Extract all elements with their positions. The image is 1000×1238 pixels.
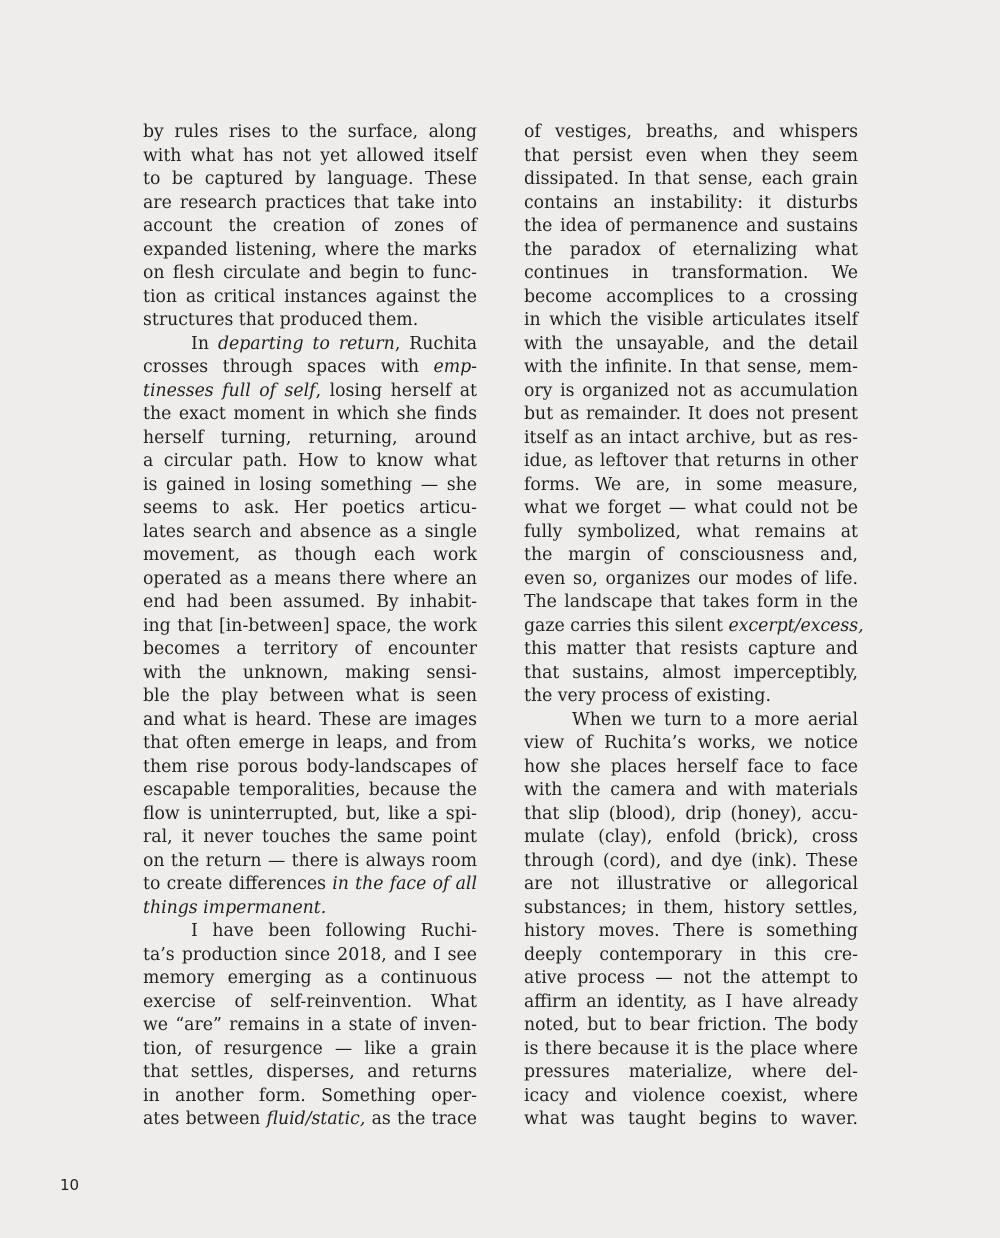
text-line: icacy and violence coexist, where <box>524 1085 858 1106</box>
text-line: with what has not yet allowed itself <box>143 145 477 166</box>
text-line: view of Ruchita’s works, we notice <box>524 733 858 753</box>
text-line: tion as critical instances against the <box>143 286 477 307</box>
text-line: with the unsayable, and the detail <box>524 333 858 354</box>
text-line: ing that [in-between] space, the work <box>143 615 477 636</box>
left-text-column <box>143 121 477 1132</box>
text-line: ta’s production since 2018, and I see <box>143 944 477 965</box>
text-line: becomes a territory of encounter <box>143 639 477 659</box>
text-line: on the return — there is always room <box>143 850 477 871</box>
text-line: the margin of consciousness and, <box>524 545 858 565</box>
text-line: but as remainder. It does not present <box>524 404 858 424</box>
text-line: flow is uninterrupted, but, like a spi- <box>143 803 477 824</box>
text-line: that persist even when they seem <box>524 145 858 166</box>
text-line: crosses through spaces with emp- <box>143 357 477 377</box>
text-line: memory emerging as a continuous <box>143 968 477 988</box>
text-line: deeply contemporary in this cre- <box>524 944 858 965</box>
text-line: history moves. There is something <box>524 921 858 941</box>
text-line: ory is organized not as accumulation <box>524 380 858 401</box>
page-number: 10 <box>60 1176 80 1194</box>
text-line: gaze carries this silent excerpt/excess, <box>524 615 864 636</box>
text-line: through (cord), and dye (ink). These <box>524 850 858 871</box>
text-line: end had been assumed. By inhabit- <box>143 592 477 612</box>
text-line: that settles, disperses, and returns <box>143 1062 477 1082</box>
text-line: is gained in losing something — she <box>143 474 477 495</box>
text-line: are not illustrative or allegorical <box>524 874 858 894</box>
right-text-column <box>524 121 864 1132</box>
text-line: with the unknown, making sensi- <box>143 662 477 683</box>
text-line: In departing to return, Ruchita <box>191 333 478 354</box>
text-line: mulate (clay), enfold (brick), cross <box>524 827 858 847</box>
text-line: fully symbolized, what remains at <box>524 521 858 542</box>
text-line: are research practices that take into <box>143 192 477 213</box>
text-line: the very process of existing. <box>524 686 771 706</box>
text-line: escapable temporalities, because the <box>143 780 477 800</box>
text-line: herself turning, returning, around <box>143 427 477 448</box>
text-line: I have been following Ruchi- <box>191 921 477 941</box>
text-line: things impermanent. <box>143 897 327 918</box>
text-line: continues in transformation. We <box>524 263 858 283</box>
text-line: that sustains, almost imperceptibly, <box>524 662 858 683</box>
text-line: contains an instability: it disturbs <box>524 192 858 213</box>
paragraph <box>524 121 864 709</box>
text-line: tinesses full of self, losing herself at <box>143 380 477 401</box>
text-line: seems to ask. Her poetics articu- <box>143 498 477 518</box>
text-line: to be captured by language. These <box>143 169 477 189</box>
text-line: ral, it never touches the same point <box>143 827 477 847</box>
text-line: substances; in them, history settles, <box>524 897 858 918</box>
text-line: in which the visible articulates itself <box>524 310 858 330</box>
text-line: them rise porous body-landscapes of <box>143 756 477 777</box>
text-line: of vestiges, breaths, and whispers <box>524 122 858 142</box>
text-line: forms. We are, in some measure, <box>524 474 858 495</box>
text-line: tion, of resurgence — like a grain <box>143 1038 477 1059</box>
text-line: affirm an identity, as I have already <box>524 991 858 1012</box>
text-line: account the creation of zones of <box>143 216 477 236</box>
text-line: with the camera and with materials <box>524 780 858 800</box>
paragraph <box>143 333 477 921</box>
text-line: pressures materialize, where del- <box>524 1062 858 1082</box>
text-line: this matter that resists capture and <box>524 639 858 659</box>
text-line: The landscape that takes form in the <box>524 592 858 612</box>
text-line: ble the play between what is seen <box>143 686 477 706</box>
text-line: a circular path. How to know what <box>143 451 477 471</box>
text-line: that often emerge in leaps, and from <box>143 733 477 753</box>
text-line: operated as a means there where an <box>143 568 477 589</box>
text-line: structures that produced them. <box>143 310 419 330</box>
text-line: what was taught begins to waver. <box>524 1109 858 1129</box>
text-line: to create differences in the face of all <box>143 874 477 894</box>
text-line: the paradox of eternalizing what <box>524 239 858 260</box>
text-line: we “are” remains in a state of inven- <box>143 1015 477 1035</box>
text-line: expanded listening, where the marks <box>143 239 477 260</box>
text-line: what we forget — what could not be <box>524 498 858 518</box>
text-line: lates search and absence as a single <box>143 521 477 542</box>
paragraph <box>524 709 858 1132</box>
text-line: with the infinite. In that sense, mem- <box>524 357 858 377</box>
text-line: on flesh circulate and begin to func- <box>143 263 477 283</box>
text-line: that slip (blood), drip (honey), accu- <box>524 803 858 824</box>
text-line: exercise of self-reinvention. What <box>143 991 477 1012</box>
text-line: idue, as leftover that returns in other <box>524 451 858 471</box>
text-line: the idea of permanence and sustains <box>524 216 858 236</box>
text-line: the exact moment in which she finds <box>143 404 477 424</box>
text-line: movement, as though each work <box>143 545 477 565</box>
text-line: ates between fluid/static, as the trace <box>143 1109 477 1129</box>
text-line: dissipated. In that sense, each grain <box>524 169 858 189</box>
text-line: ative process — not the attempt to <box>524 968 858 988</box>
text-line: by rules rises to the surface, along <box>143 122 477 142</box>
text-line: itself as an intact archive, but as res- <box>524 427 858 448</box>
text-line: in another form. Something oper- <box>143 1085 477 1106</box>
paragraph <box>143 121 477 333</box>
text-line: is there because it is the place where <box>524 1038 858 1059</box>
text-line: become accomplices to a crossing <box>524 286 858 307</box>
text-line: how she places herself face to face <box>524 756 858 777</box>
text-line: noted, but to bear friction. The body <box>524 1015 858 1035</box>
paragraph <box>143 920 477 1132</box>
text-line: and what is heard. These are images <box>143 709 477 730</box>
text-line: When we turn to a more aerial <box>572 709 858 730</box>
text-line: even so, organizes our modes of life. <box>524 568 858 589</box>
